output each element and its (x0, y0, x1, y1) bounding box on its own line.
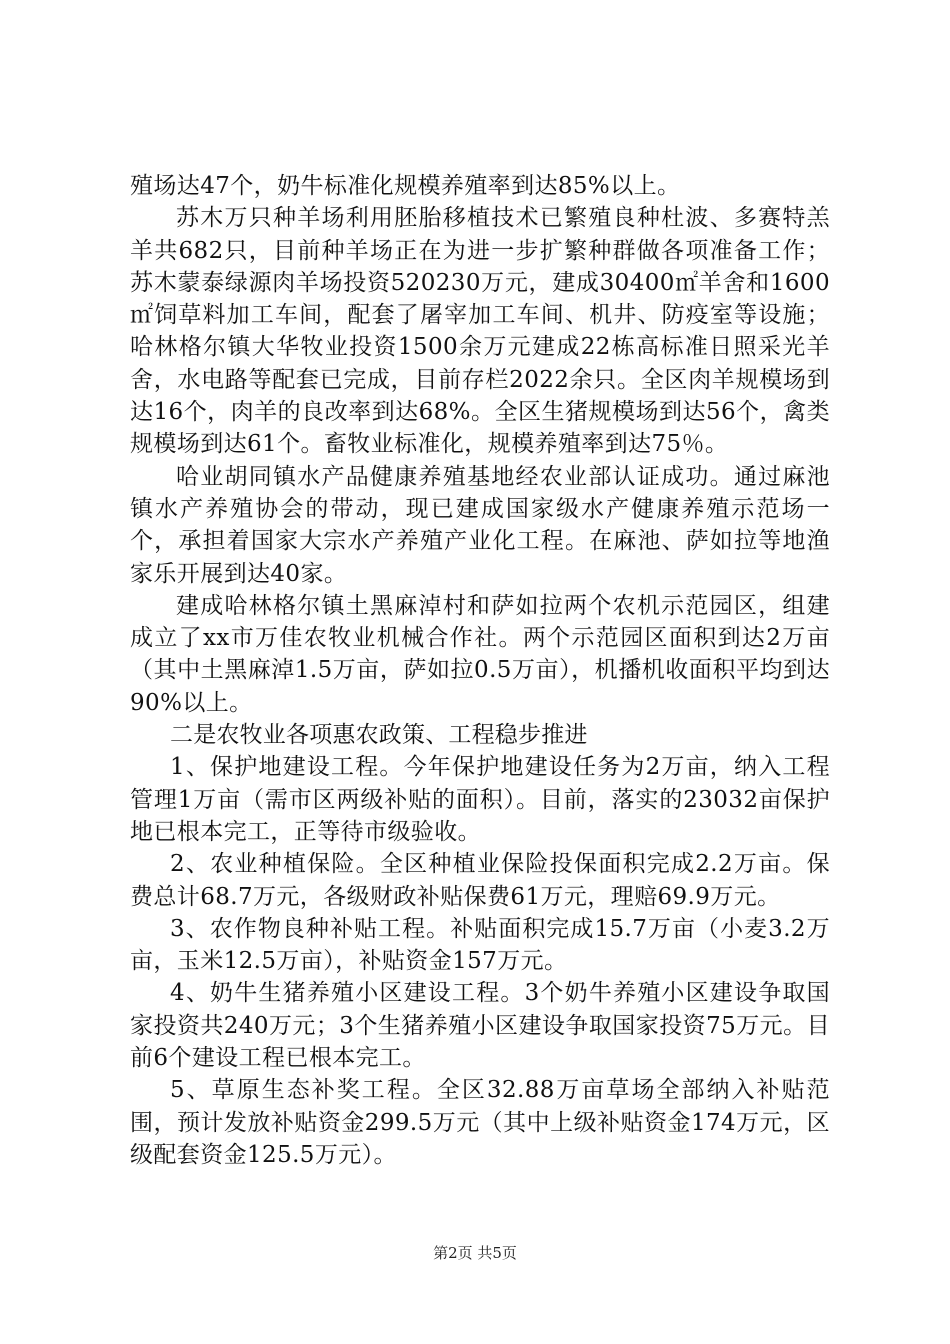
paragraph-machinery-parks: 建成哈林格尔镇土黑麻淖村和萨如拉两个农机示范园区，组建成立了xx市万佳农牧业机械合作社。两个示范园区面积到达2万亩（其中土黑麻淖1.5万亩，萨如拉0.5万亩），机播机收面积平均到达90%以上。 (130, 592, 830, 716)
page-footer (0, 1243, 950, 1263)
paragraph-item-5-grassland-subsidy: 5、草原生态补奖工程。全区32.88万亩草场全部纳入补贴范围，预计发放补贴资金299.5万元（其中上级补贴资金174万元，区级配套资金125.5万元）。 (130, 1077, 830, 1168)
paragraph-item-3-seed-subsidy: 3、农作物良种补贴工程。补贴面积完成15.7万亩（小麦3.2万亩，玉米12.5万亩），补贴资金157万元。 (130, 915, 830, 975)
paragraph-dairy-farms: 殖场达47个，奶牛标准化规模养殖率到达85%以上。 (130, 173, 681, 199)
paragraph-sheep-farms: 苏木万只种羊场利用胚胎移植技术已繁殖良种杜波、多赛特羔羊共682只，目前种羊场正在为进一步扩繁种群做各项准备工作；苏木蒙泰绿源肉羊场投资520230万元，建成30400㎡羊舍和1600㎡饲草料加工车间，配套了屠宰加工车间、机井、防疫室等设施；哈林格尔镇大华牧业投资1500余万元建成22栋高标准日照采光羊舍，水电路等配套已完成，目前存栏2022余只。全区肉羊规模场到达16个，肉羊的良改率到达68%。全区生猪规模场到达56个，禽类规模场到达61个。畜牧业标准化，规模养殖率到达75％。 (130, 205, 830, 458)
paragraph-aquaculture: 哈业胡同镇水产品健康养殖基地经农业部认证成功。通过麻池镇水产养殖协会的带动，现已建成国家级水产健康养殖示范场一个，承担着国家大宗水产养殖产业化工程。在麻池、萨如拉等地渔家乐开展到达40家。 (130, 463, 830, 587)
paragraph-item-1-protected-land: 1、保护地建设工程。今年保护地建设任务为2万亩，纳入工程管理1万亩（需市区两级补贴的面积）。目前，落实的23032亩保护地已根本完工，正等待市级验收。 (130, 754, 830, 845)
paragraph-item-2-crop-insurance: 2、农业种植保险。全区种植业保险投保面积完成2.2万亩。保费总计68.7万元，各级财政补贴保费61万元，理赔69.9万元。 (130, 851, 830, 910)
page-number: 第2页 共5页 (433, 1244, 517, 1262)
section-heading-policies: 二是农牧业各项惠农政策、工程稳步推进 (170, 722, 588, 749)
paragraph-item-4-livestock-zones: 4、奶牛生猪养殖小区建设工程。3个奶牛养殖小区建设争取国家投资共240万元；3个生猪养殖小区建设争取国家投资75万元。目前6个建设工程已根本完工。 (130, 980, 830, 1072)
body-text (130, 170, 830, 1171)
